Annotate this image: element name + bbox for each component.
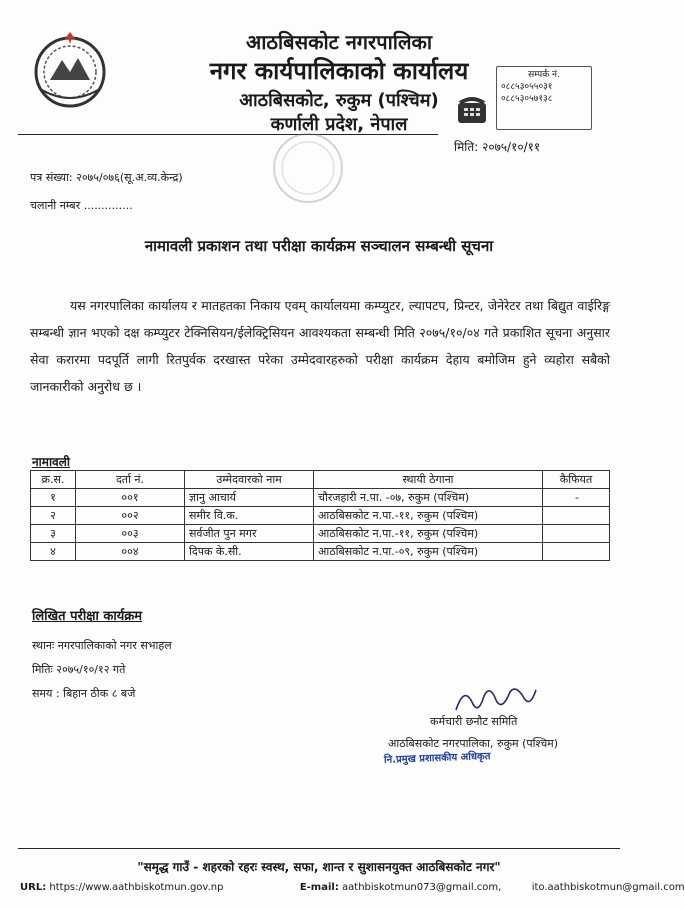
website-link[interactable]: https://www.aathbiskotmun.gov.np xyxy=(49,882,224,893)
col-sn: क्र.स. xyxy=(31,471,76,489)
cell-address: आठबिसकोट न.पा.-११, रुकुम (पश्चिम) xyxy=(314,525,543,543)
letter-date: मिति: २०७५/१०/११ xyxy=(454,140,541,154)
cell-reg-no: ००२ xyxy=(76,507,185,525)
cell-reg-no: ००४ xyxy=(76,543,185,561)
ref-number: पत्र संख्या: २०७५/०७६(सू.अ.व्य.केन्द्र) xyxy=(30,171,183,184)
faint-seal-stamp xyxy=(248,128,358,208)
url-label: URL: xyxy=(20,882,47,893)
email-link-2[interactable]: ito.aathbiskotmun@gmail.com xyxy=(531,882,685,893)
footer-divider xyxy=(18,848,620,849)
office-location: आठबिसकोट, रुकुम (पश्चिम) xyxy=(239,90,439,111)
exam-date: मितिः २०७५/१०/१२ गते xyxy=(32,663,126,676)
table-row xyxy=(31,543,610,561)
contact-box xyxy=(496,66,592,130)
email-link-1[interactable]: aathbiskotmun073@gmail.com, xyxy=(342,882,502,893)
col-remarks: कैफियत xyxy=(543,471,610,489)
signature-scribble xyxy=(450,682,540,718)
officer-stamp: नि.प्रमुख प्रशासकीय अधिकृत xyxy=(383,751,491,766)
cell-remarks xyxy=(543,543,610,561)
contact-title: सम्पर्क नं. xyxy=(528,70,560,80)
cell-address: चौरजहारी न.पा. -०७, रुकुम (पश्चिम) xyxy=(314,489,543,507)
footer-links xyxy=(20,882,685,893)
cell-sn: १ xyxy=(31,489,76,507)
list-heading: नामावली xyxy=(32,455,70,469)
table-row xyxy=(31,525,610,543)
table-row xyxy=(31,507,610,525)
notice-title: नामावली प्रकाशन तथा परीक्षा कार्यक्रम सञ्चालन सम्बन्धी सूचना xyxy=(144,237,494,255)
cell-name: सर्वजीत पुन मगर xyxy=(185,525,314,543)
cell-sn: ४ xyxy=(31,543,76,561)
col-name: उम्मेदवारको नाम xyxy=(185,471,314,489)
cell-name: समीर वि.क. xyxy=(185,507,314,525)
cell-address: आठबिसकोट न.पा.-११, रुकुम (पश्चिम) xyxy=(314,507,543,525)
header-divider xyxy=(18,134,438,135)
contact-phone-2: ०८८५३०५७१३८ xyxy=(501,94,553,104)
exam-time: समय : बिहान ठीक ८ बजे xyxy=(32,687,136,700)
office-name: नगर कार्यपालिकाको कार्यालय xyxy=(209,57,469,85)
exam-heading: लिखित परीक्षा कार्यक्रम xyxy=(32,609,143,624)
org-name: आठबिसकोट नगरपालिका xyxy=(245,30,433,54)
email-label: E-mail: xyxy=(299,882,339,893)
province-country: कर्णाली प्रदेश, नेपाल xyxy=(270,114,408,135)
signature-committee: कर्मचारी छनौट समिति xyxy=(430,715,518,728)
cell-remarks: - xyxy=(543,489,610,507)
signature-office: आठबिसकोट नगरपालिका, रुकुम (पश्चिम) xyxy=(388,737,559,750)
col-reg-no: दर्ता नं. xyxy=(76,471,185,489)
exam-place: स्थानः नगरपालिकाको नगर सभाहल xyxy=(32,639,172,652)
cell-address: आठबिसकोट न.पा.-०९, रुकुम (पश्चिम) xyxy=(314,543,543,561)
candidate-table xyxy=(30,470,610,561)
cell-remarks xyxy=(543,507,610,525)
dispatch-number: चलानी नम्बर .............. xyxy=(30,199,133,212)
table-header-row xyxy=(31,471,610,489)
cell-remarks xyxy=(543,525,610,543)
table-row xyxy=(31,489,610,507)
notice-body: यस नगरपालिका कार्यालय र मातहतका निकाय एवम् कार्यालयमा कम्प्युटर, ल्यापटप, प्रिन्टर, जेनेरेटर तथा बिद्युत वाईरिङ्ग सम्बन्धी ज्ञान भएको दक्ष कम्प्युटर टेक्निसियन/ईलेक्ट्रिसियन आवश्यकता सम्बन्धी मिति २०७५/१०/०४ गते प्रकाशित सूचना अनुसार सेवा करारमा पदपूर्ति लागी रितपुर्वक दरखास्त परेका उम्मेदवारहरुको परीक्षा कार्यक्रम देहाय बमोजिम हुने व्यहोरा सबैको जानकारीको अनुरोध छ । xyxy=(30,298,610,394)
cell-reg-no: ००१ xyxy=(76,489,185,507)
col-address: स्थायी ठेगाना xyxy=(314,471,543,489)
cell-sn: २ xyxy=(31,507,76,525)
cell-reg-no: ००३ xyxy=(76,525,185,543)
cell-sn: ३ xyxy=(31,525,76,543)
footer-motto: "समृद्ध गाउँ - शहरको रहरः स्वस्थ, सफा, शान्त र सुशासनयुक्त आठबिसकोट नगर" xyxy=(137,860,501,874)
cell-name: दिपक के.सी. xyxy=(185,543,314,561)
telephone-icon xyxy=(456,95,488,125)
contact-phone-1: ०८८५३०५५०३१ xyxy=(501,82,553,92)
cell-name: ज्ञानु आचार्य xyxy=(185,489,314,507)
